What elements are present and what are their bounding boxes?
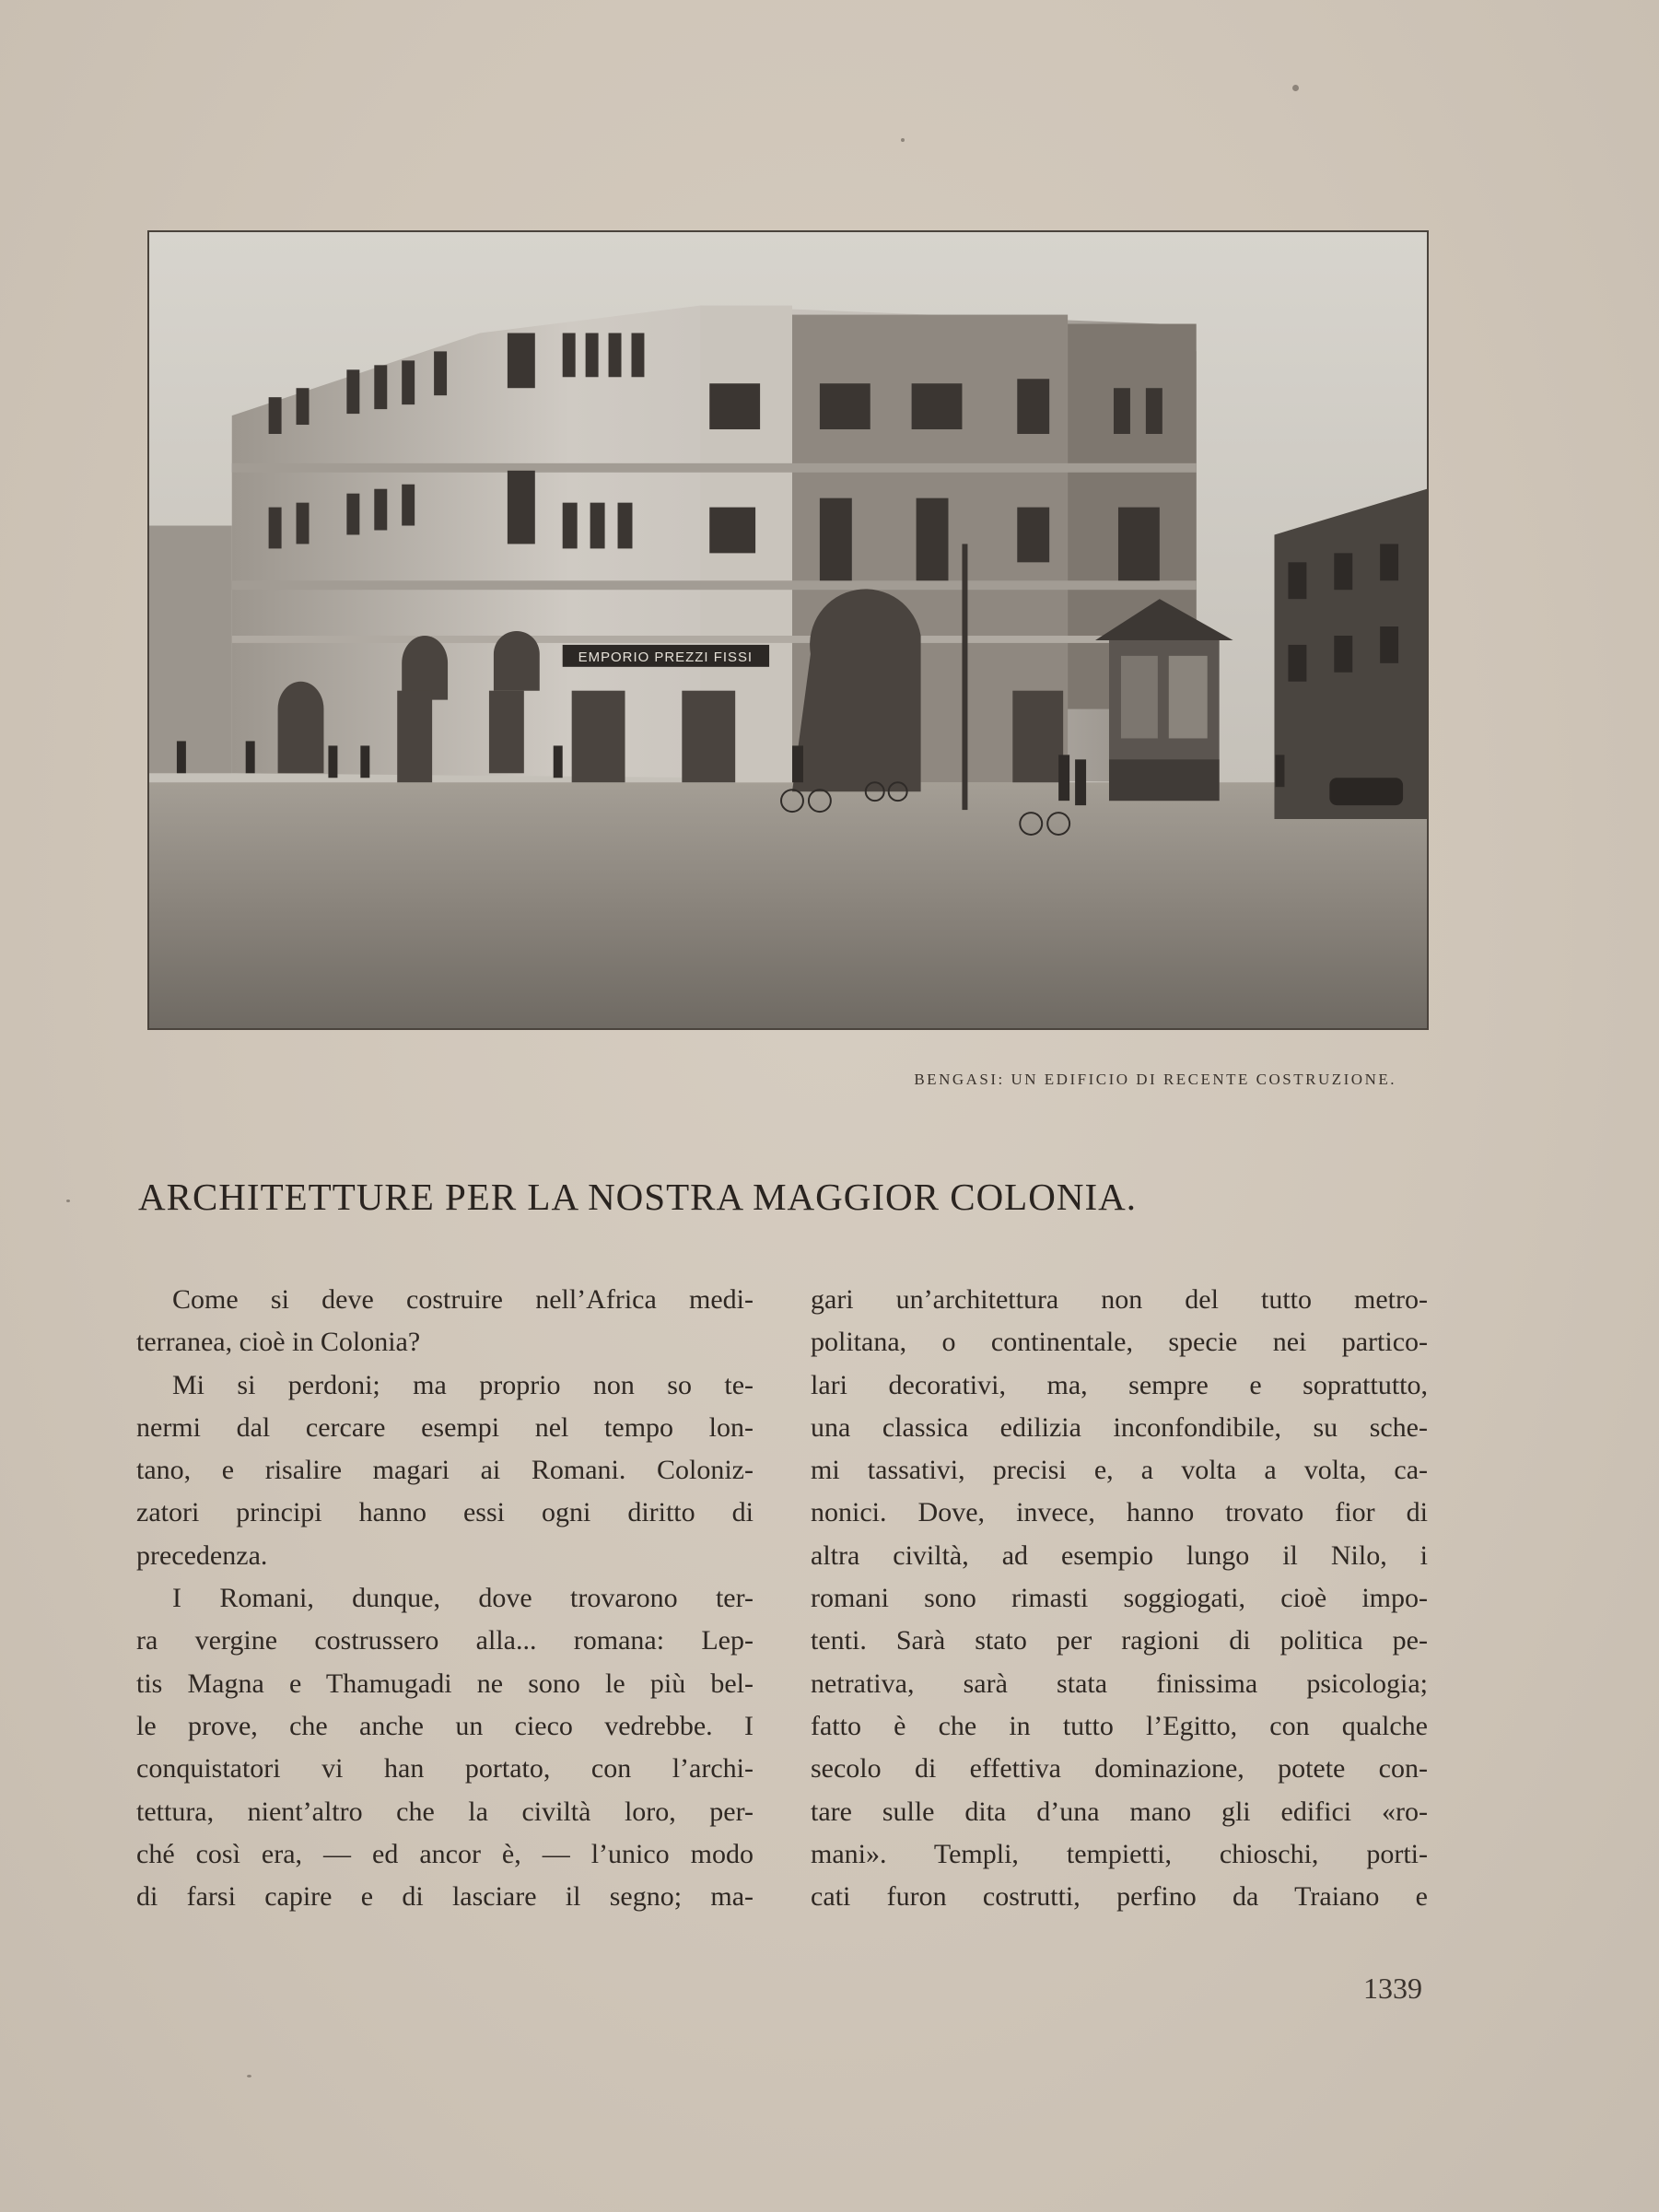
text-line: I Romani, dunque, dove trovarono ter- (172, 1583, 754, 1614)
photo-caption: BENGASI: UN EDIFICIO DI RECENTE COSTRUZIONE. (914, 1071, 1396, 1088)
text-line: zatori principi hanno essi ogni diritto di (136, 1497, 754, 1528)
text-line: cati furon costrutti, perfino da Traiano e (811, 1881, 1428, 1913)
text-line: una classica edilizia inconfondibile, su sche- (811, 1411, 1428, 1443)
text-line: precedenza. (136, 1539, 268, 1571)
text-line: tis Magna e Thamugadi ne sono le più bel- (136, 1668, 754, 1699)
dark-building-right (1274, 489, 1427, 819)
text-line: tettura, nient’altro che la civiltà loro, per- (136, 1796, 754, 1827)
text-line: Come si deve costruire nell’Africa medi- (172, 1284, 754, 1315)
text-line: fatto è che in tutto l’Egitto, con qualche (811, 1710, 1428, 1741)
text-line: mi tassativi, precisi e, a volta a volta, ca- (811, 1455, 1428, 1486)
kiosk (1095, 599, 1233, 801)
paper-speck (1292, 85, 1299, 91)
text-line: politana, o continentale, specie nei partico- (811, 1327, 1428, 1358)
text-line: romani sono rimasti soggiogati, cioè impo- (811, 1583, 1428, 1614)
text-line: le prove, che anche un cieco vedrebbe. I (136, 1710, 754, 1741)
text-line: altra civiltà, ad esempio lungo il Nilo, i (811, 1539, 1428, 1571)
text-line: netrativa, sarà stata finissima psicologia; (811, 1668, 1428, 1699)
text-line: nonici. Dove, invece, hanno trovato fior di (811, 1497, 1428, 1528)
text-line: ché così era, — ed ancor è, — l’unico modo (136, 1838, 754, 1869)
paper-speck (901, 138, 905, 142)
text-line: di farsi capire e di lasciare il segno; ma- (136, 1881, 754, 1913)
building-photo (147, 230, 1429, 1030)
text-line: Mi si perdoni; ma proprio non so te- (172, 1369, 754, 1400)
street (149, 782, 1427, 1028)
text-line: tenti. Sarà stato per ragioni di politica pe- (811, 1625, 1428, 1656)
car (1329, 778, 1403, 805)
lamp-post (962, 544, 967, 810)
text-line: mani». Templi, tempietti, chioschi, porti- (811, 1838, 1428, 1869)
left-building (149, 526, 232, 774)
text-line: nermi dal cercare esempi nel tempo lon- (136, 1411, 754, 1443)
text-line: gari un’architettura non del tutto metro- (811, 1284, 1428, 1315)
text-line: lari decorativi, ma, sempre e soprattutto, (811, 1369, 1428, 1400)
text-column-left (136, 1279, 754, 1918)
main-building (232, 306, 1197, 792)
text-line: tare sulle dita d’una mano gli edifici «ro- (811, 1796, 1428, 1827)
text-line: tano, e risalire magari ai Romani. Coloniz- (136, 1455, 754, 1486)
article-title: ARCHITETTURE PER LA NOSTRA MAGGIOR COLONIA. (138, 1176, 1137, 1218)
shop-sign-text: EMPORIO PREZZI FISSI (578, 649, 754, 665)
paper-speck (247, 2075, 251, 2077)
building-photo-illustration (149, 232, 1427, 1028)
text-column-right (811, 1279, 1428, 1918)
text-line: conquistatori vi han portato, con l’archi- (136, 1753, 754, 1785)
text-line: ra vergine costrussero alla... romana: Lep- (136, 1625, 754, 1656)
paper-speck (66, 1200, 70, 1202)
text-line: secolo di effettiva dominazione, potete con- (811, 1753, 1428, 1785)
text-line: terranea, cioè in Colonia? (136, 1327, 421, 1358)
page-number: 1339 (1363, 1972, 1422, 2005)
